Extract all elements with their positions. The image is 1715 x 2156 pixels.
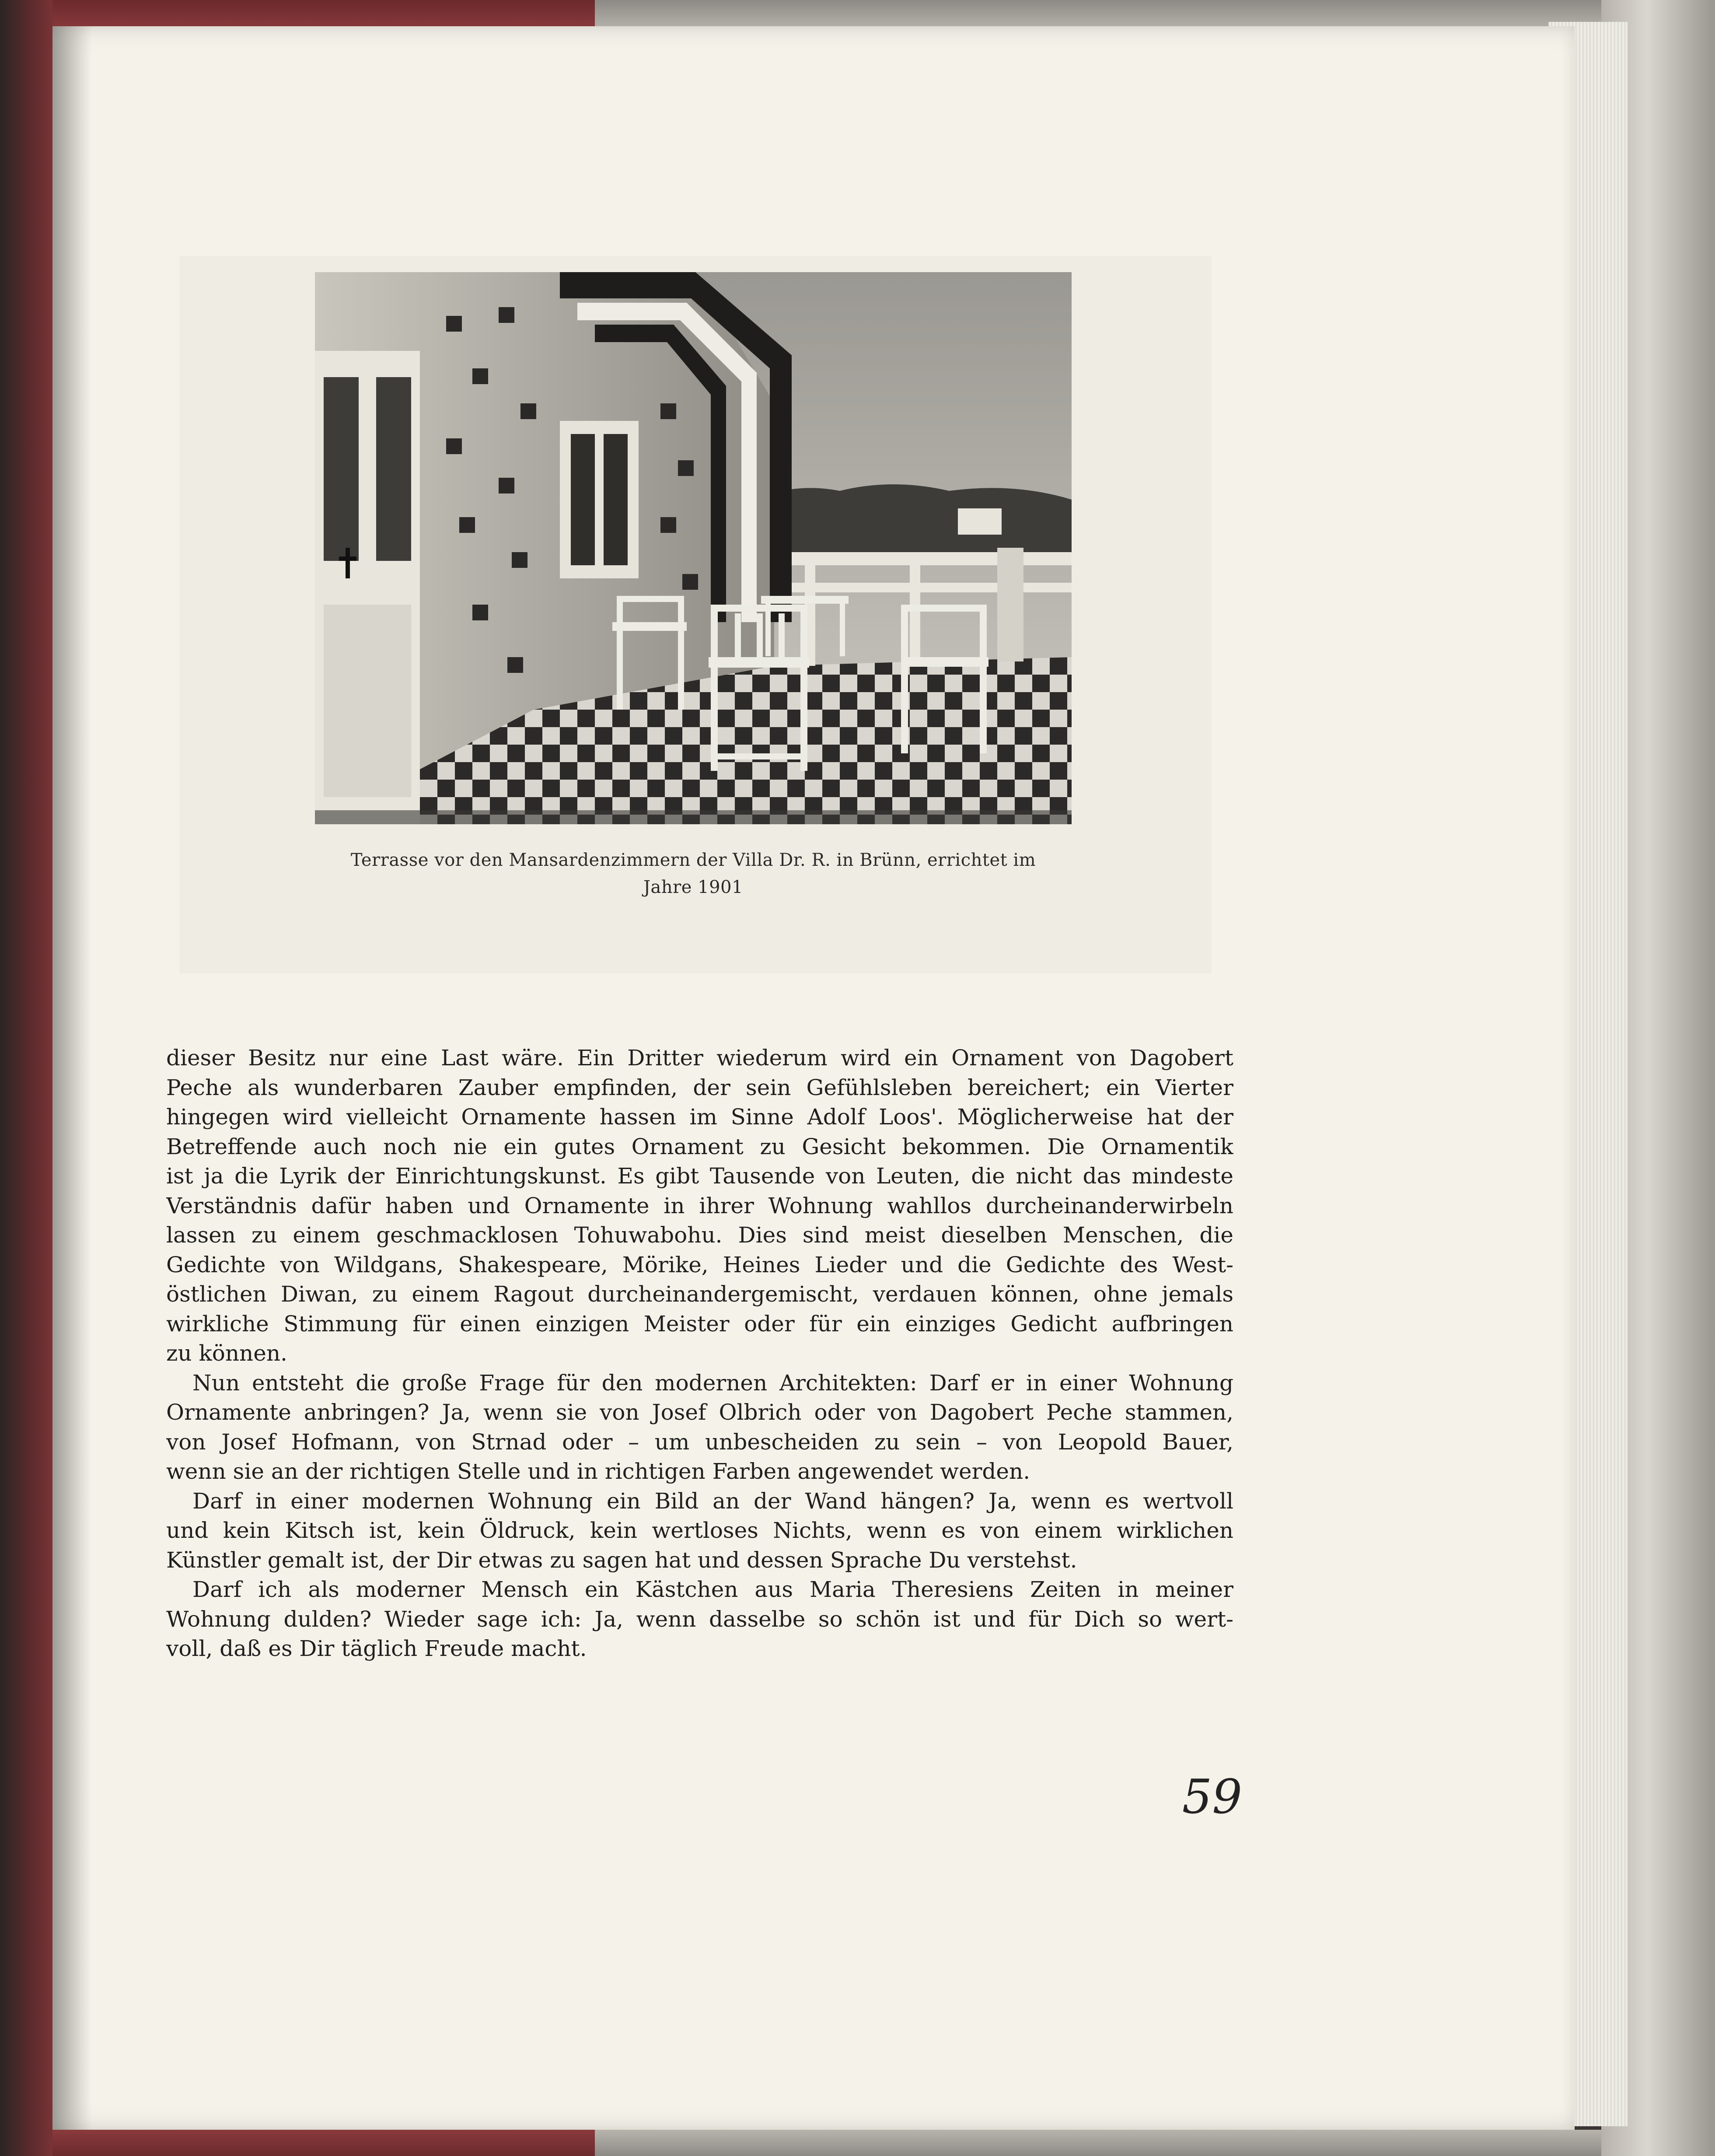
book-cover-bottom: [595, 2130, 1618, 2156]
text-line: und kein Kitsch ist, kein Öldruck, kein wertloses Nichts, wenn es von einem wirklichen: [166, 1518, 1233, 1543]
text-line: wenn sie an der richtigen Stelle und in richtigen Farben angewendet werden.: [166, 1459, 1030, 1484]
page-number: 59: [1182, 1770, 1242, 1824]
terrace-photograph: [315, 272, 1072, 824]
text-line: Künstler gemalt ist, der Dir etwas zu sagen hat und dessen Sprache Du verstehst.: [166, 1547, 1077, 1573]
book-cover-bottom-left: [52, 2130, 595, 2156]
gutter-shadow: [52, 26, 92, 2130]
text-line: ist ja die Lyrik der Einrichtungskunst. Es gibt Tausende von Leuten, die nicht das mindeste: [166, 1163, 1233, 1189]
text-line: östlichen Diwan, zu einem Ragout durcheinandergemischt, verdauen können, ohne jemals: [166, 1281, 1233, 1307]
text-line: Betreffende auch noch nie ein gutes Ornament zu Gesicht bekommen. Die Ornamentik: [166, 1134, 1233, 1159]
text-line: Verständnis dafür haben und Ornamente in ihrer Wohnung wahllos durcheinanderwirbeln: [166, 1193, 1233, 1218]
text-line: dieser Besitz nur eine Last wäre. Ein Dritter wiederum wird ein Ornament von Dagobert: [166, 1045, 1233, 1071]
photo-caption-line-1: Terrasse vor den Mansardenzimmern der Villa Dr. R. in Brünn, errichtet im: [350, 850, 1036, 870]
body-text: [166, 1043, 1233, 1664]
text-line: lassen zu einem geschmacklosen Tohuwabohu. Dies sind meist dieselben Menschen, die: [166, 1222, 1233, 1248]
text-line: Ornamente anbringen? Ja, wenn sie von Josef Olbrich oder von Dagobert Peche stammen,: [166, 1400, 1233, 1425]
text-line: Gedichte von Wildgans, Shakespeare, Mörike, Heines Lieder und die Gedichte des West-: [166, 1252, 1233, 1278]
photo-caption: [315, 847, 1072, 901]
text-line: wirkliche Stimmung für einen einzigen Meister oder für ein einziges Gedicht aufbringen: [166, 1311, 1233, 1337]
text-line: von Josef Hofmann, von Strnad oder – um unbescheiden zu sein – von Leopold Bauer,: [166, 1429, 1233, 1455]
text-line: Peche als wunderbaren Zauber empfinden, der sein Gefühlsleben bereichert; ein Vierter: [166, 1074, 1233, 1100]
text-line: Darf in einer modernen Wohnung ein Bild an der Wand hängen? Ja, wenn es wertvoll: [192, 1488, 1233, 1514]
terrace-photo-image: [315, 272, 1072, 824]
text-line: Nun entsteht die große Frage für den modernen Architekten: Darf er in einer Wohnung: [192, 1370, 1233, 1396]
text-line: zu können.: [166, 1340, 287, 1366]
text-line: Darf ich als moderner Mensch ein Kästchen aus Maria Theresiens Zeiten in meiner: [192, 1577, 1233, 1602]
text-line: hingegen wird vielleicht Ornamente hassen im Sinne Adolf Loos'. Möglicherweise hat der: [166, 1104, 1233, 1130]
photo-caption-line-2: Jahre 1901: [643, 877, 743, 897]
text-line: Wohnung dulden? Wieder sage ich: Ja, wenn dasselbe so schön ist und für Dich so wert-: [166, 1606, 1233, 1632]
book-cover-left: [0, 0, 52, 2156]
text-line: voll, daß es Dir täglich Freude macht.: [166, 1636, 587, 1661]
